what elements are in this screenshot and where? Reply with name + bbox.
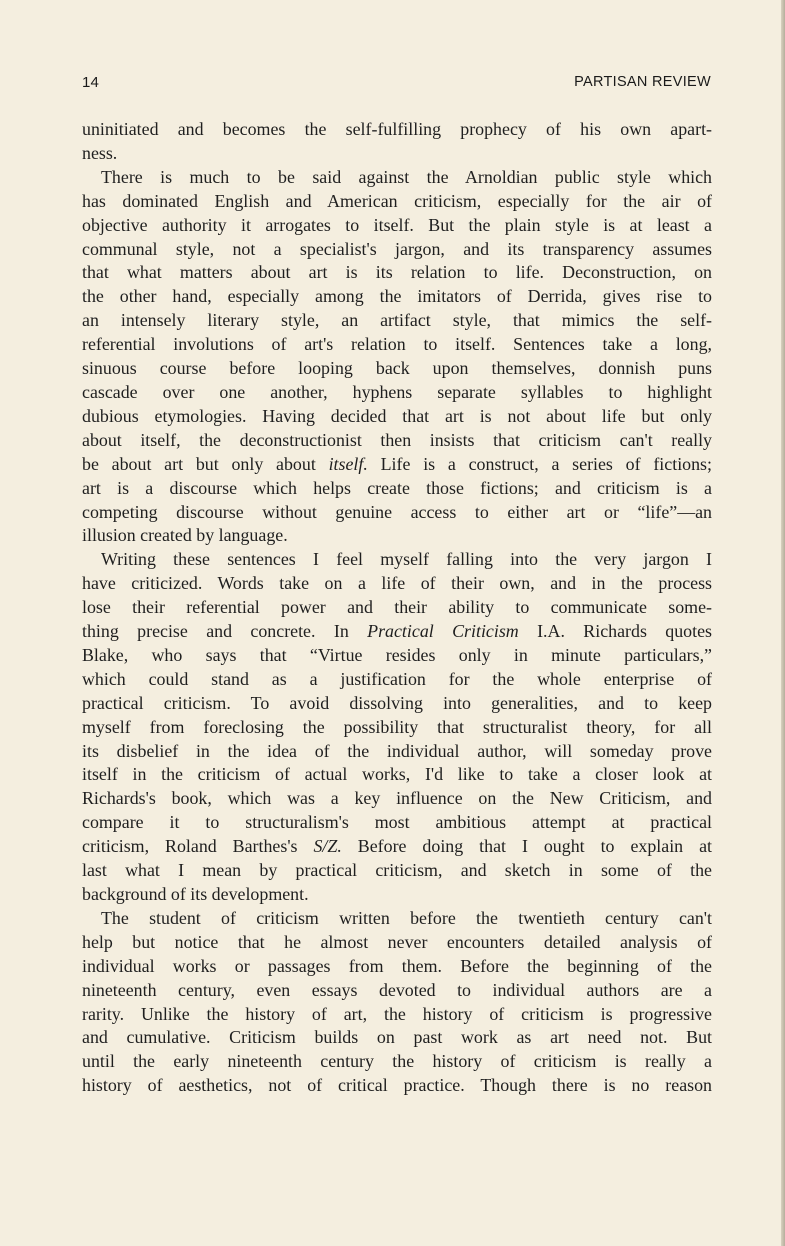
text-run: criticism, Roland Barthes's — [82, 836, 314, 857]
text-run: Life is a construct, a series of fictions; — [367, 453, 712, 474]
text-line: Richards's book, which was a key influence on the New Criticism, and — [82, 788, 712, 809]
text-line: an intensely literary style, an artifact style, that mimics the self- — [82, 310, 712, 331]
text-line: myself from foreclosing the possibility that structuralist theory, for all — [82, 716, 712, 737]
page-number: 14 — [82, 74, 100, 91]
italic-word: itself. — [328, 453, 368, 474]
text-line: referential involutions of art's relation to itself. Sentences take a long, — [82, 334, 712, 355]
text-line: have criticized. Words take on a life of their own, and in the process — [82, 573, 712, 594]
text-line: rarity. Unlike the history of art, the history of criticism is progressive — [82, 1003, 712, 1024]
text-line — [82, 835, 712, 859]
book-title: Practical Criticism — [367, 621, 519, 642]
text-line: There is much to be said against the Arnoldian public style which — [101, 166, 712, 187]
book-title: S/Z. — [313, 836, 342, 857]
text-line: Blake, who says that “Virtue resides only in minute particulars,” — [82, 644, 712, 665]
text-line: about itself, the deconstructionist then insists that criticism can't really — [82, 429, 712, 450]
text-line: compare it to structuralism's most ambitious attempt at practical — [82, 812, 712, 833]
text-line: that what matters about art is its relation to life. Deconstruction, on — [82, 262, 712, 283]
text-run: I.A. Richards quotes — [518, 621, 712, 642]
text-line: Writing these sentences I feel myself falling into the very jargon I — [101, 549, 712, 570]
text-run: be about art but only about — [82, 453, 329, 474]
text-line: ness. — [82, 142, 118, 163]
text-line: background of its development. — [82, 884, 309, 904]
text-line: has dominated English and American criticism, especially for the air of — [82, 190, 712, 211]
page-edge — [781, 0, 785, 1246]
page-header — [82, 74, 711, 94]
article-body — [82, 118, 712, 1098]
text-line: communal style, not a specialist's jargon, and its transparency assumes — [82, 238, 712, 259]
text-line: dubious etymologies. Having decided that art is not about life but only — [82, 405, 712, 426]
text-line: practical criticism. To avoid dissolving into generalities, and to keep — [82, 692, 712, 713]
text-line: art is a discourse which helps create those fictions; and criticism is a — [82, 477, 712, 498]
text-line: help but notice that he almost never encounters detailed analysis of — [82, 931, 712, 952]
text-line — [82, 453, 712, 477]
text-line: which could stand as a justification for the whole enterprise of — [82, 668, 712, 689]
text-line: lose their referential power and their ability to communicate some- — [82, 597, 712, 618]
text-line: its disbelief in the idea of the individual author, will someday prove — [82, 740, 712, 761]
text-line: nineteenth century, even essays devoted to individual authors are a — [82, 979, 712, 1000]
text-line: objective authority it arrogates to itself. But the plain style is at least a — [82, 214, 712, 235]
text-line: uninitiated and becomes the self-fulfilling prophecy of his own apart- — [82, 119, 712, 139]
text-line: competing discourse without genuine access to either art or “life”—an — [82, 501, 712, 522]
text-line: history of aesthetics, not of critical practice. Though there is no reason — [82, 1075, 712, 1096]
text-run: thing precise and concrete. In — [82, 621, 368, 642]
text-line: The student of criticism written before the twentieth century can't — [101, 907, 712, 928]
text-line: illusion created by language. — [82, 525, 288, 546]
text-line: and cumulative. Criticism builds on past work as art need not. But — [82, 1027, 712, 1048]
text-line: individual works or passages from them. Before the beginning of the — [82, 955, 712, 976]
running-head: PARTISAN REVIEW — [574, 74, 711, 90]
text-line: cascade over one another, hyphens separate syllables to highlight — [82, 381, 712, 402]
text-line — [82, 620, 712, 644]
text-line: the other hand, especially among the imitators of Derrida, gives rise to — [82, 286, 712, 307]
text-run: Before doing that I ought to explain at — [341, 836, 712, 857]
text-line: itself in the criticism of actual works, I'd like to take a closer look at — [82, 764, 712, 785]
text-line: until the early nineteenth century the history of criticism is really a — [82, 1051, 712, 1072]
text-line: sinuous course before looping back upon themselves, donnish puns — [82, 358, 712, 379]
text-line: last what I mean by practical criticism, and sketch in some of the — [82, 860, 712, 881]
